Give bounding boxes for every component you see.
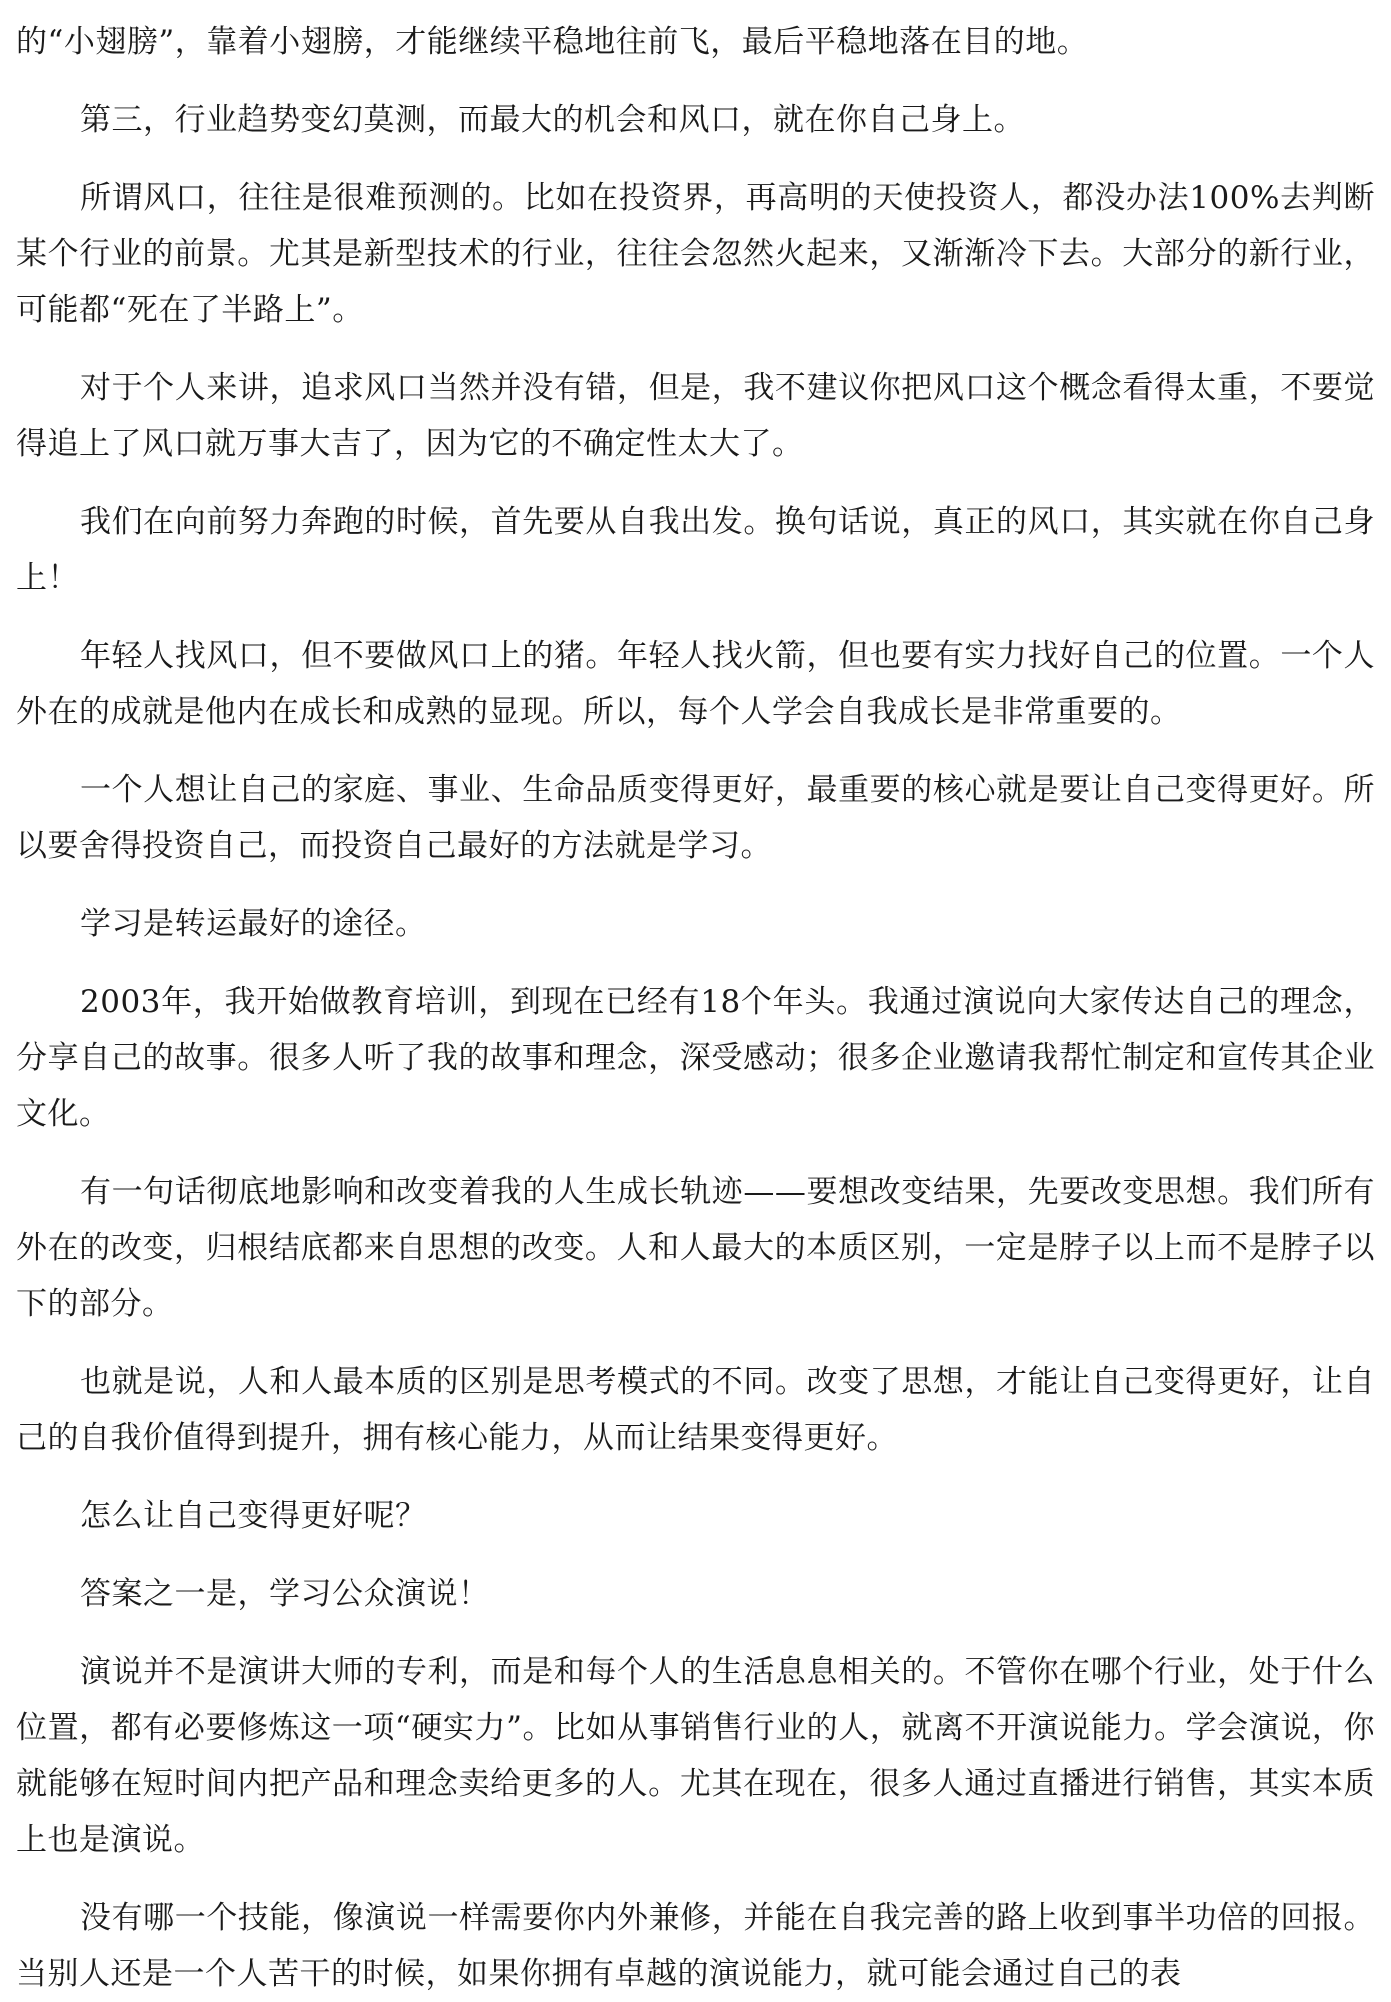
paragraph: 演说并不是演讲大师的专利，而是和每个人的生活息息相关的。不管你在哪个行业，处于什么位置，都有必要修炼这一项“硬实力”。比如从事销售行业的人，就离不开演说能力。学会演说，你就能够在短时间内把产品和理念卖给更多的人。尤其在现在，很多人通过直播进行销售，其实本质上也是演说。 (16, 1654, 1375, 1858)
paragraph-section-three-heading: 第三，行业趋势变幻莫测，而最大的机会和风口，就在你自己身上。 (80, 102, 1025, 138)
paragraph: 年轻人找风口，但不要做风口上的猪。年轻人找火箭，但也要有实力找好自己的位置。一个人外在的成就是他内在成长和成熟的显现。所以，每个人学会自我成长是非常重要的。 (16, 638, 1375, 730)
paragraph-truncated: 没有哪一个技能，像演说一样需要你内外兼修，并能在自我完善的路上收到事半功倍的回报。当别人还是一个人苦干的时候，如果你拥有卓越的演说能力，就可能会通过自己的表 (16, 1900, 1375, 1992)
paragraph: 怎么让自己变得更好呢？ (80, 1498, 427, 1534)
paragraph: 对于个人来讲，追求风口当然并没有错，但是，我不建议你把风口这个概念看得太重，不要觉得追上了风口就万事大吉了，因为它的不确定性太大了。 (16, 370, 1375, 462)
paragraph: 所谓风口，往往是很难预测的。比如在投资界，再高明的天使投资人，都没办法100%去判断某个行业的前景。尤其是新型技术的行业，往往会忽然火起来，又渐渐冷下去。大部分的新行业，可能都“死在了半路上”。 (16, 180, 1375, 328)
paragraph-continued: 的“小翅膀”，靠着小翅膀，才能继续平稳地往前飞，最后平稳地落在目的地。 (16, 24, 1089, 60)
paragraph: 也就是说，人和人最本质的区别是思考模式的不同。改变了思想，才能让自己变得更好，让自己的自我价值得到提升，拥有核心能力，从而让结果变得更好。 (16, 1364, 1375, 1456)
paragraph: 2003年，我开始做教育培训，到现在已经有18个年头。我通过演说向大家传达自己的理念，分享自己的故事。很多人听了我的故事和理念，深受感动；很多企业邀请我帮忙制定和宣传其企业文化。 (16, 984, 1375, 1132)
paragraph: 有一句话彻底地影响和改变着我的人生成长轨迹——要想改变结果，先要改变思想。我们所有外在的改变，归根结底都来自思想的改变。人和人最大的本质区别，一定是脖子以上而不是脖子以下的部分。 (16, 1174, 1375, 1322)
paragraph: 答案之一是，学习公众演说！ (80, 1576, 490, 1612)
paragraph: 我们在向前努力奔跑的时候，首先要从自我出发。换句话说，真正的风口，其实就在你自己身上！ (16, 504, 1375, 596)
paragraph: 一个人想让自己的家庭、事业、生命品质变得更好，最重要的核心就是要让自己变得更好。所以要舍得投资自己，而投资自己最好的方法就是学习。 (16, 772, 1375, 864)
paragraph: 学习是转运最好的途径。 (80, 906, 427, 942)
